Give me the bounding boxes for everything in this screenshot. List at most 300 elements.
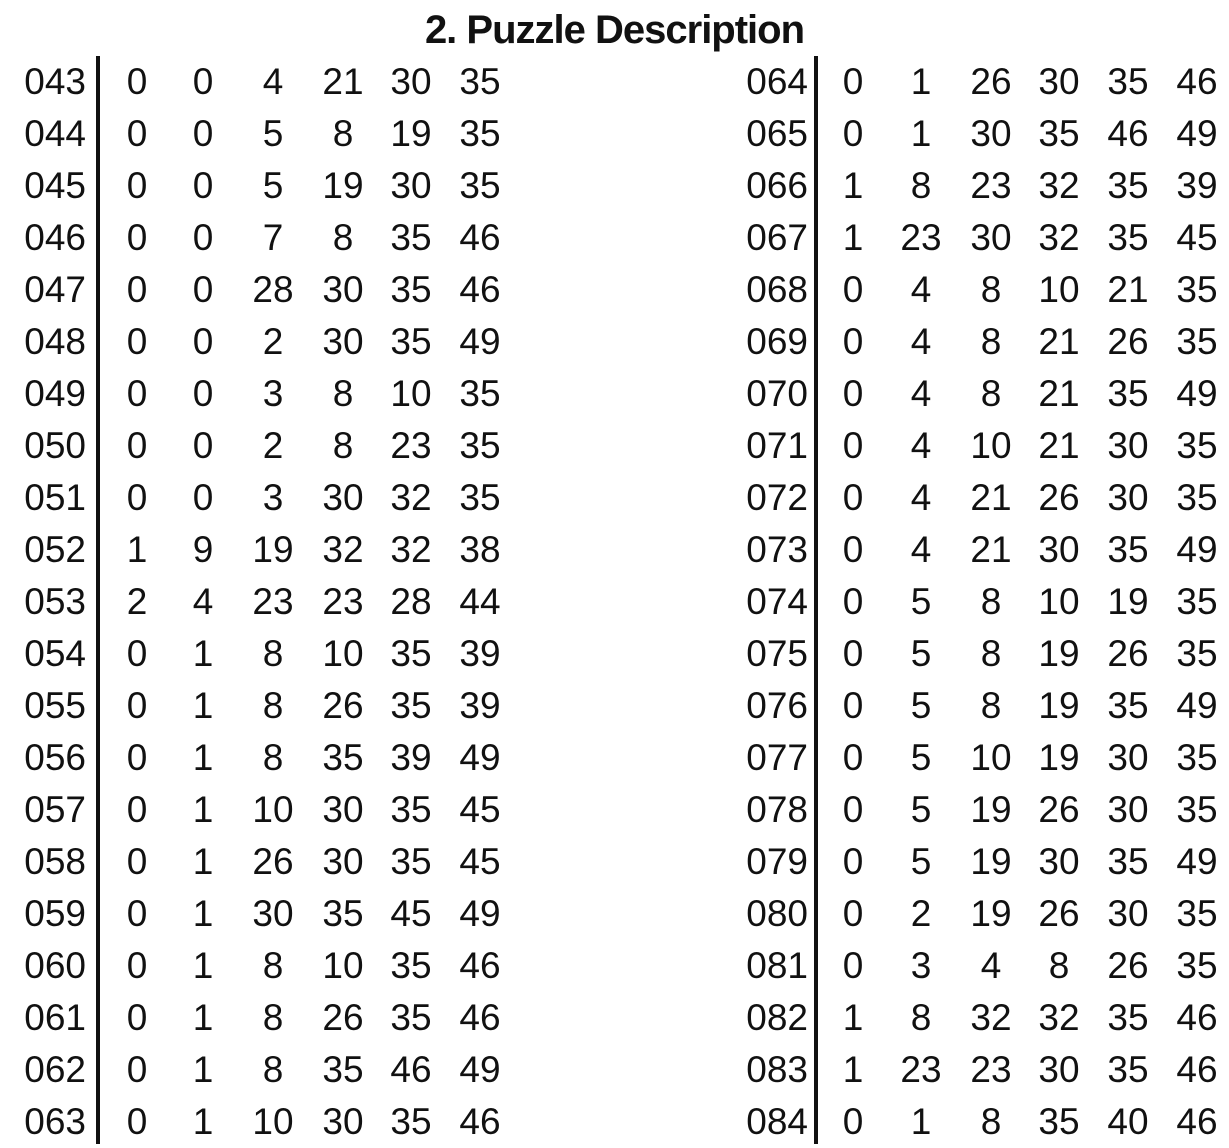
row-id: 069 (746, 321, 808, 362)
row-value: 0 (192, 477, 214, 518)
row-value: 30 (1107, 425, 1149, 466)
table-row (722, 888, 1229, 940)
row-value: 10 (970, 425, 1012, 466)
row-value: 21 (970, 529, 1012, 570)
row-id: 074 (746, 581, 808, 622)
row-value: 8 (332, 425, 354, 466)
row-value: 8 (332, 217, 354, 258)
row-value: 35 (459, 425, 501, 466)
row-value: 2 (262, 425, 284, 466)
row-value: 8 (262, 737, 284, 778)
row-value: 0 (842, 789, 864, 830)
row-id: 075 (746, 633, 808, 674)
row-value: 1 (910, 1101, 932, 1142)
table-row (722, 576, 1229, 628)
row-value: 21 (1107, 269, 1149, 310)
row-value: 23 (322, 581, 364, 622)
row-value: 35 (1107, 165, 1149, 206)
row-value: 30 (970, 217, 1012, 258)
row-value: 19 (970, 893, 1012, 934)
row-value: 0 (842, 633, 864, 674)
table-row (0, 1096, 507, 1148)
row-value: 46 (459, 945, 501, 986)
row-id: 083 (746, 1049, 808, 1090)
row-value: 8 (332, 373, 354, 414)
row-value: 7 (262, 217, 284, 258)
row-value: 1 (910, 61, 932, 102)
row-id: 082 (746, 997, 808, 1038)
row-id: 063 (24, 1101, 86, 1142)
row-value: 4 (262, 61, 284, 102)
row-id: 077 (746, 737, 808, 778)
table-row (722, 784, 1229, 836)
row-value: 35 (1107, 61, 1149, 102)
row-value: 8 (262, 685, 284, 726)
row-id: 067 (746, 217, 808, 258)
row-value: 35 (1176, 321, 1218, 362)
row-value: 30 (1107, 737, 1149, 778)
row-value: 1 (842, 1049, 864, 1090)
row-id: 079 (746, 841, 808, 882)
table-row (722, 524, 1229, 576)
row-value: 0 (192, 425, 214, 466)
row-value: 5 (910, 841, 932, 882)
row-value: 45 (390, 893, 432, 934)
table-row (0, 680, 507, 732)
row-value: 2 (126, 581, 148, 622)
row-id: 057 (24, 789, 86, 830)
row-value: 0 (126, 945, 148, 986)
row-id: 070 (746, 373, 808, 414)
row-value: 35 (1107, 997, 1149, 1038)
row-value: 35 (459, 61, 501, 102)
row-value: 1 (126, 529, 148, 570)
row-value: 0 (842, 321, 864, 362)
row-value: 28 (390, 581, 432, 622)
row-value: 49 (459, 893, 501, 934)
row-value: 8 (980, 373, 1002, 414)
table-row (722, 940, 1229, 992)
row-value: 35 (459, 373, 501, 414)
row-value: 0 (192, 321, 214, 362)
row-value: 0 (126, 685, 148, 726)
row-id: 058 (24, 841, 86, 882)
row-value: 0 (842, 113, 864, 154)
table-row (0, 940, 507, 992)
row-value: 30 (322, 321, 364, 362)
table-row (722, 836, 1229, 888)
table-row (722, 1044, 1229, 1096)
row-value: 10 (252, 789, 294, 830)
table-row (0, 732, 507, 784)
row-value: 35 (1107, 529, 1149, 570)
row-value: 26 (970, 61, 1012, 102)
row-value: 0 (126, 217, 148, 258)
row-value: 40 (1107, 1101, 1149, 1142)
row-id: 066 (746, 165, 808, 206)
row-value: 5 (910, 685, 932, 726)
table-row (0, 992, 507, 1044)
row-value: 1 (192, 789, 214, 830)
table-row (722, 316, 1229, 368)
row-id: 048 (24, 321, 86, 362)
row-value: 0 (126, 269, 148, 310)
row-value: 0 (842, 945, 864, 986)
row-value: 23 (970, 165, 1012, 206)
row-value: 0 (126, 425, 148, 466)
row-value: 19 (322, 165, 364, 206)
row-value: 8 (262, 633, 284, 674)
row-value: 32 (322, 529, 364, 570)
row-value: 30 (1038, 1049, 1080, 1090)
table-row (722, 472, 1229, 524)
table-row (722, 732, 1229, 784)
row-value: 0 (126, 789, 148, 830)
row-value: 2 (262, 321, 284, 362)
row-value: 0 (126, 165, 148, 206)
row-value: 5 (910, 737, 932, 778)
row-value: 19 (1038, 737, 1080, 778)
row-value: 26 (252, 841, 294, 882)
table-row (0, 1044, 507, 1096)
row-value: 8 (332, 113, 354, 154)
row-value: 30 (1107, 789, 1149, 830)
row-value: 0 (126, 893, 148, 934)
row-value: 45 (459, 841, 501, 882)
row-value: 46 (459, 269, 501, 310)
row-value: 35 (1107, 217, 1149, 258)
row-value: 4 (910, 529, 932, 570)
row-value: 30 (322, 477, 364, 518)
table-row (0, 264, 507, 316)
row-value: 2 (910, 893, 932, 934)
row-value: 19 (1038, 685, 1080, 726)
row-value: 30 (1107, 893, 1149, 934)
row-value: 32 (1038, 165, 1080, 206)
row-id: 043 (24, 61, 86, 102)
table-row (0, 576, 507, 628)
table-row (0, 316, 507, 368)
row-value: 0 (126, 321, 148, 362)
row-value: 1 (192, 633, 214, 674)
row-value: 23 (252, 581, 294, 622)
row-value: 0 (842, 893, 864, 934)
row-value: 30 (390, 165, 432, 206)
row-value: 39 (459, 685, 501, 726)
row-value: 4 (910, 477, 932, 518)
row-value: 1 (192, 1049, 214, 1090)
row-value: 49 (1176, 685, 1218, 726)
table-row (722, 680, 1229, 732)
row-value: 35 (1176, 893, 1218, 934)
row-value: 28 (252, 269, 294, 310)
table-row (722, 56, 1229, 108)
row-value: 30 (322, 841, 364, 882)
row-value: 10 (252, 1101, 294, 1142)
row-value: 46 (1176, 1101, 1218, 1142)
row-value: 1 (842, 997, 864, 1038)
row-id: 045 (24, 165, 86, 206)
table-row (0, 212, 507, 264)
row-value: 38 (459, 529, 501, 570)
row-id: 084 (746, 1101, 808, 1142)
row-value: 0 (842, 581, 864, 622)
table-row (0, 472, 507, 524)
row-value: 5 (262, 165, 284, 206)
row-value: 8 (1048, 945, 1070, 986)
row-value: 0 (842, 61, 864, 102)
row-value: 8 (980, 1101, 1002, 1142)
row-value: 9 (192, 529, 214, 570)
row-value: 0 (842, 841, 864, 882)
row-value: 35 (1176, 581, 1218, 622)
row-value: 35 (390, 945, 432, 986)
row-value: 49 (1176, 529, 1218, 570)
row-value: 1 (842, 165, 864, 206)
row-value: 1 (192, 841, 214, 882)
row-value: 49 (1176, 113, 1218, 154)
row-value: 21 (970, 477, 1012, 518)
row-value: 35 (390, 269, 432, 310)
row-value: 0 (192, 217, 214, 258)
row-id: 068 (746, 269, 808, 310)
row-value: 26 (1038, 789, 1080, 830)
row-value: 10 (1038, 581, 1080, 622)
row-value: 35 (459, 165, 501, 206)
row-value: 21 (1038, 425, 1080, 466)
row-value: 19 (390, 113, 432, 154)
row-value: 39 (1176, 165, 1218, 206)
row-value: 35 (390, 685, 432, 726)
row-value: 35 (1176, 737, 1218, 778)
row-value: 46 (1176, 997, 1218, 1038)
row-value: 46 (390, 1049, 432, 1090)
row-id: 081 (746, 945, 808, 986)
row-value: 30 (970, 113, 1012, 154)
row-value: 0 (126, 113, 148, 154)
row-value: 4 (910, 425, 932, 466)
row-value: 35 (1038, 113, 1080, 154)
row-value: 1 (192, 893, 214, 934)
row-value: 30 (1038, 529, 1080, 570)
row-value: 35 (1176, 789, 1218, 830)
row-value: 32 (390, 529, 432, 570)
row-value: 8 (262, 997, 284, 1038)
row-id: 060 (24, 945, 86, 986)
table-row (722, 368, 1229, 420)
row-value: 35 (390, 789, 432, 830)
table-row (722, 264, 1229, 316)
row-value: 49 (459, 321, 501, 362)
row-id: 053 (24, 581, 86, 622)
row-value: 46 (459, 997, 501, 1038)
row-value: 0 (126, 477, 148, 518)
row-value: 0 (126, 1049, 148, 1090)
row-value: 23 (900, 217, 942, 258)
row-value: 39 (390, 737, 432, 778)
table-row (0, 628, 507, 680)
row-value: 5 (262, 113, 284, 154)
row-id: 065 (746, 113, 808, 154)
row-id: 071 (746, 425, 808, 466)
row-value: 0 (842, 1101, 864, 1142)
row-value: 32 (970, 997, 1012, 1038)
row-id: 047 (24, 269, 86, 310)
row-value: 0 (842, 685, 864, 726)
row-value: 21 (1038, 373, 1080, 414)
row-value: 19 (1107, 581, 1149, 622)
row-value: 5 (910, 633, 932, 674)
table-row (0, 420, 507, 472)
table-row (0, 108, 507, 160)
row-value: 19 (970, 841, 1012, 882)
row-value: 35 (1176, 633, 1218, 674)
row-value: 1 (192, 997, 214, 1038)
row-id: 076 (746, 685, 808, 726)
row-id: 078 (746, 789, 808, 830)
row-value: 1 (192, 1101, 214, 1142)
row-value: 35 (390, 633, 432, 674)
row-value: 46 (1107, 113, 1149, 154)
page-title: 2. Puzzle Description (424, 8, 805, 52)
row-id: 051 (24, 477, 86, 518)
row-value: 26 (322, 685, 364, 726)
row-value: 8 (980, 685, 1002, 726)
row-value: 4 (910, 269, 932, 310)
row-value: 0 (192, 373, 214, 414)
row-value: 26 (1038, 893, 1080, 934)
row-value: 8 (910, 997, 932, 1038)
row-value: 35 (459, 113, 501, 154)
row-value: 49 (459, 737, 501, 778)
row-id: 061 (24, 997, 86, 1038)
table-row (722, 628, 1229, 680)
row-value: 0 (192, 61, 214, 102)
row-value: 0 (842, 425, 864, 466)
row-value: 8 (262, 945, 284, 986)
row-value: 35 (390, 217, 432, 258)
row-value: 46 (459, 1101, 501, 1142)
row-id: 073 (746, 529, 808, 570)
row-id: 072 (746, 477, 808, 518)
row-value: 4 (980, 945, 1002, 986)
row-id: 054 (24, 633, 86, 674)
row-value: 30 (390, 61, 432, 102)
row-value: 0 (842, 477, 864, 518)
row-id: 080 (746, 893, 808, 934)
table-row (0, 524, 507, 576)
row-value: 4 (910, 321, 932, 362)
row-value: 45 (459, 789, 501, 830)
row-value: 19 (970, 789, 1012, 830)
row-value: 49 (1176, 373, 1218, 414)
row-value: 26 (1107, 945, 1149, 986)
row-value: 30 (252, 893, 294, 934)
row-value: 35 (1107, 841, 1149, 882)
row-value: 35 (390, 997, 432, 1038)
row-value: 3 (262, 477, 284, 518)
row-value: 0 (192, 165, 214, 206)
row-value: 35 (390, 321, 432, 362)
row-value: 35 (322, 893, 364, 934)
row-id: 059 (24, 893, 86, 934)
row-id: 050 (24, 425, 86, 466)
row-value: 32 (1038, 997, 1080, 1038)
row-value: 0 (126, 1101, 148, 1142)
table-row (722, 108, 1229, 160)
row-value: 30 (1107, 477, 1149, 518)
row-value: 0 (192, 113, 214, 154)
table-row (722, 212, 1229, 264)
row-value: 5 (910, 581, 932, 622)
row-value: 19 (1038, 633, 1080, 674)
row-value: 8 (262, 1049, 284, 1090)
row-value: 10 (322, 633, 364, 674)
row-value: 45 (1176, 217, 1218, 258)
row-value: 5 (910, 789, 932, 830)
row-value: 35 (322, 737, 364, 778)
row-value: 39 (459, 633, 501, 674)
row-value: 0 (842, 529, 864, 570)
row-value: 35 (1176, 425, 1218, 466)
row-value: 46 (1176, 61, 1218, 102)
row-value: 46 (1176, 1049, 1218, 1090)
table-row (0, 836, 507, 888)
row-value: 35 (1038, 1101, 1080, 1142)
table-row (0, 160, 507, 212)
row-value: 21 (1038, 321, 1080, 362)
row-id: 046 (24, 217, 86, 258)
row-value: 35 (390, 841, 432, 882)
row-value: 35 (1107, 1049, 1149, 1090)
row-value: 1 (842, 217, 864, 258)
table-row (722, 1096, 1229, 1148)
row-value: 23 (970, 1049, 1012, 1090)
row-value: 1 (192, 685, 214, 726)
row-value: 26 (1038, 477, 1080, 518)
row-value: 10 (390, 373, 432, 414)
row-value: 0 (192, 269, 214, 310)
row-value: 8 (910, 165, 932, 206)
row-value: 35 (1176, 477, 1218, 518)
row-value: 1 (192, 945, 214, 986)
row-value: 10 (970, 737, 1012, 778)
row-value: 32 (1038, 217, 1080, 258)
row-value: 23 (900, 1049, 942, 1090)
row-value: 44 (459, 581, 501, 622)
row-value: 4 (192, 581, 214, 622)
row-value: 46 (459, 217, 501, 258)
row-value: 10 (322, 945, 364, 986)
row-value: 23 (390, 425, 432, 466)
row-value: 19 (252, 529, 294, 570)
row-value: 35 (1176, 945, 1218, 986)
row-value: 30 (322, 789, 364, 830)
row-value: 35 (1107, 373, 1149, 414)
row-value: 1 (192, 737, 214, 778)
row-value: 21 (322, 61, 364, 102)
row-value: 0 (126, 633, 148, 674)
row-id: 052 (24, 529, 86, 570)
row-value: 0 (126, 841, 148, 882)
row-value: 1 (910, 113, 932, 154)
table-row (722, 992, 1229, 1044)
row-value: 10 (1038, 269, 1080, 310)
row-value: 0 (126, 997, 148, 1038)
row-value: 4 (910, 373, 932, 414)
table-row (722, 420, 1229, 472)
row-value: 35 (390, 1101, 432, 1142)
